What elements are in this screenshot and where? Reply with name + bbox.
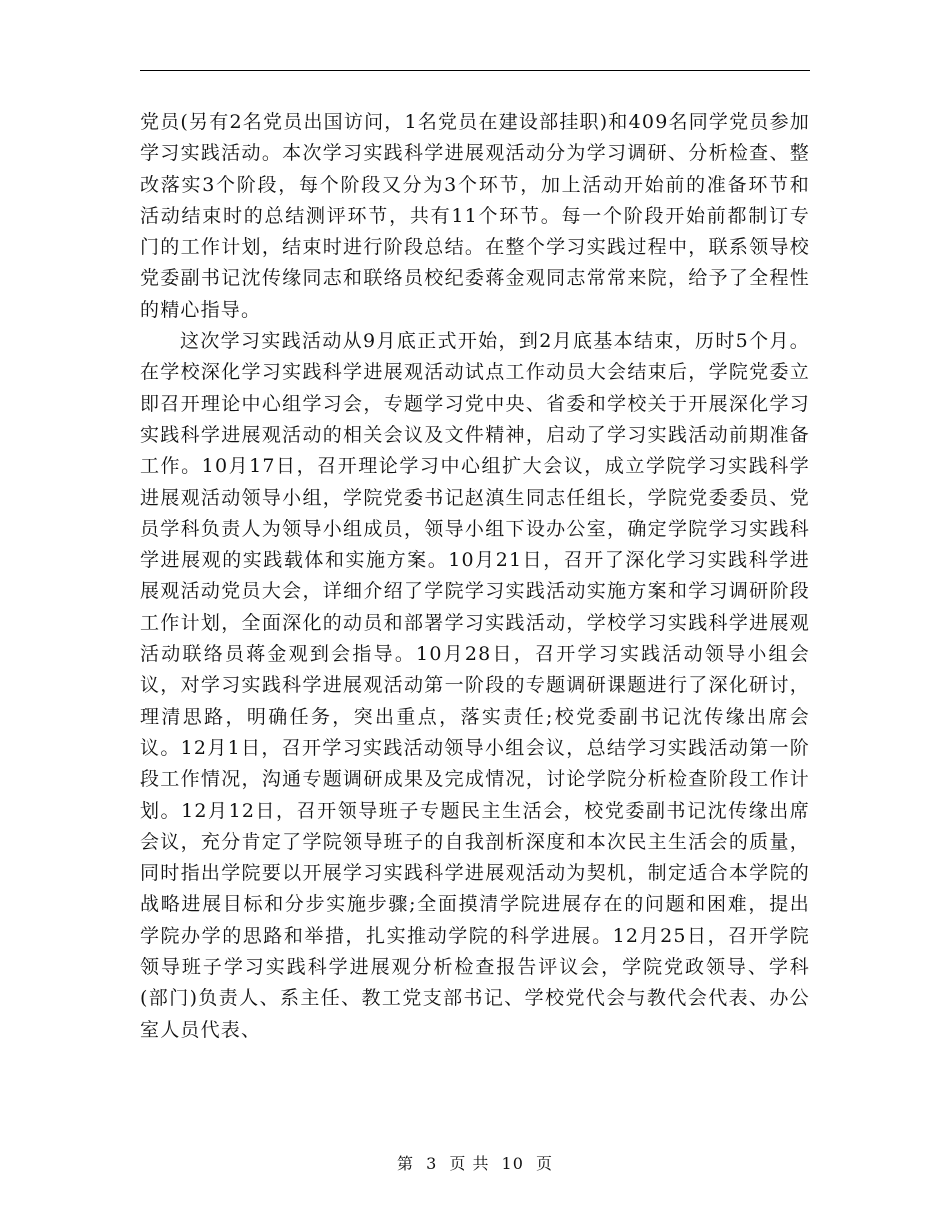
paragraph-2: 这次学习实践活动从9月底正式开始，到2月底基本结束，历时5个月。在学校深化学习实践科学进展观活动试点工作动员大会结束后，学院党委立即召开理论中心组学习会，专题学习党中央、省委和学校关于开展深化学习实践科学进展观活动的相关会议及文件精神，启动了学习实践活动前期准备工作。10月17日，召开理论学习中心组扩大会议，成立学院学习实践科学进展观活动领导小组，学院党委书记赵滇生同志任组长，学院党委委员、党员学科负责人为领导小组成员，领导小组下设办公室，确定学院学习实践科学进展观的实践载体和实施方案。10月21日，召开了深化学习实践科学进展观活动党员大会，详细介绍了学院学习实践活动实施方案和学习调研阶段工作计划，全面深化的动员和部署学习实践活动，学校学习实践科学进展观活动联络员蒋金观到会指导。10月28日，召开学习实践活动领导小组会议，对学习实践科学进展观活动第一阶段的专题调研课题进行了深化研讨，理清思路，明确任务，突出重点，落实责任;校党委副书记沈传缘出席会议。12月1日，召开学习实践活动领导小组会议，总结学习实践活动第一阶段工作情况，沟通专题调研成果及完成情况，讨论学院分析检查阶段工作计划。12月12日，召开领导班子专题民主生活会，校党委副书记沈传缘出席会议，充分肯定了学院领导班子的自我剖析深度和本次民主生活会的质量，同时指出学院要以开展学习实践科学进展观活动为契机，制定适合本学院的战略进展目标和分步实施步骤;全面摸清学院进展存在的问题和困难，提出学院办学的思路和举措，扎实推动学院的科学进展。12月25日，召开学院领导班子学习实践科学进展观分析检查报告评议会，学院党政领导、学科(部门)负责人、系主任、教工党支部书记、学校党代会与教代会代表、办公室人员代表、 [140,330,810,1041]
paragraph-1: 党员(另有2名党员出国访问，1名党员在建设部挂职)和409名同学党员参加学习实践活动。本次学习实践科学进展观活动分为学习调研、分析检查、整改落实3个阶段，每个阶段又分为3个环节，加上活动开始前的准备环节和活动结束时的总结测评环节，共有11个环节。每一个阶段开始前都制订专门的工作计划，结束时进行阶段总结。在整个学习实践过程中，联系领导校党委副书记沈传缘同志和联络员校纪委蒋金观同志常常来院，给予了全程性的精心指导。 [140,111,810,321]
page-footer [0,1151,950,1174]
header-rule [140,70,810,71]
page-label-suffix: 页 [536,1154,554,1173]
page-label-middle: 页 共 [449,1154,490,1173]
page-label-prefix: 第 [396,1154,414,1173]
document-body [140,107,810,1046]
current-page-number: 3 [426,1154,438,1173]
total-pages-number: 10 [501,1154,524,1173]
